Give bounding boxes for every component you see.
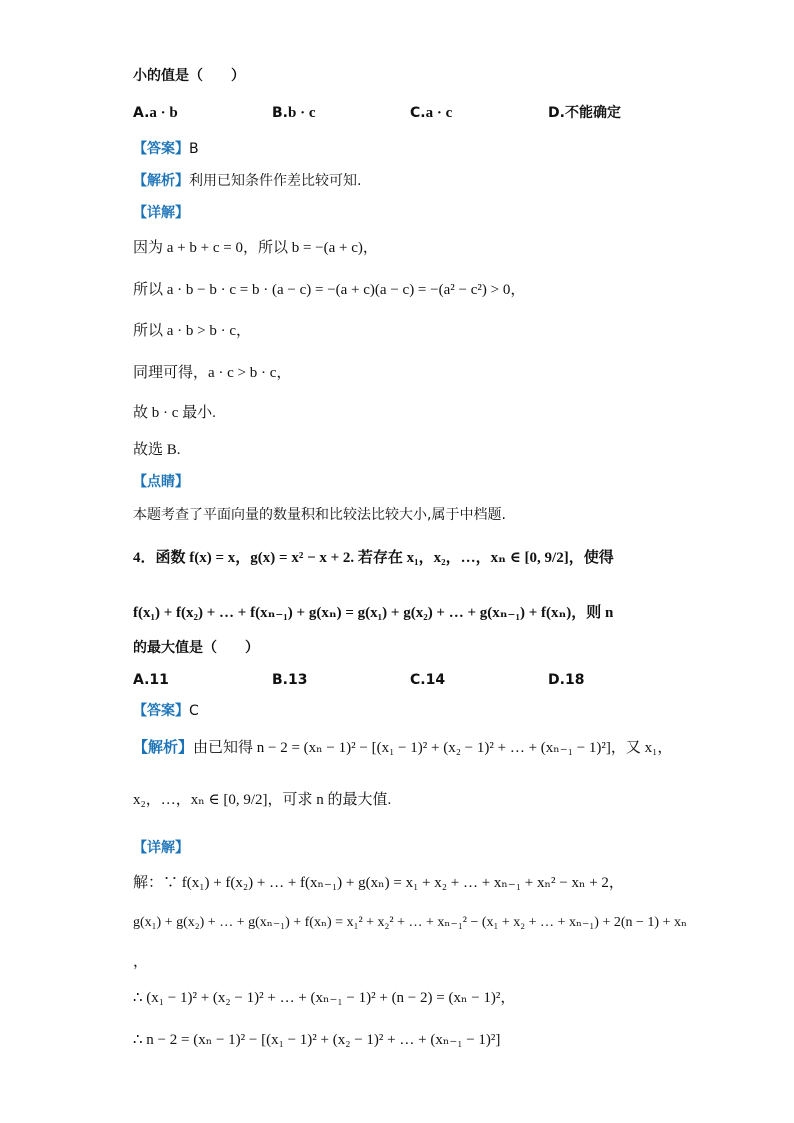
q4-detail-line-5: ∴ n − 2 = (xₙ − 1)² − [(x₁ − 1)² + (x₂ − 1)² + … + (xₙ₋₁ − 1)²] <box>133 1032 501 1048</box>
q4-option-b: B.13 <box>272 672 308 688</box>
q4-detail-line-4: ∴ (x₁ − 1)² + (x₂ − 1)² + … + (xₙ₋₁ − 1)² + (n − 2) = (xₙ − 1)²， <box>133 990 516 1006</box>
q3-analysis: 【解析】利用已知条件作差比较可知. <box>133 173 362 189</box>
q3-detail-line-4: 同理可得，a · c > b · c， <box>133 365 292 381</box>
q4-stem-line-1: 4．函数 f(x) = x，g(x) = x² − x + 2. 若存在 x₁，x₂，…，xₙ ∈ [0, 9/2]，使得 <box>133 550 614 566</box>
q3-comment: 本题考查了平面向量的数量积和比较法比较大小,属于中档题. <box>133 507 506 523</box>
q3-option-b: B.b · c <box>272 105 316 121</box>
q3-comment-heading: 【点睛】 <box>133 474 189 490</box>
q4-option-c: C.14 <box>410 672 446 688</box>
q4-stem-line-2: f(x₁) + f(x₂) + … + f(xₙ₋₁) + g(xₙ) = g(x₁) + g(x₂) + … + g(xₙ₋₁) + f(xₙ)，则 n <box>133 605 614 621</box>
q4-option-d: D.18 <box>548 672 585 688</box>
q4-option-a: A.11 <box>133 672 169 688</box>
q3-stem-tail: 小的值是（ ） <box>133 68 245 84</box>
q4-analysis-line-2: x₂，…，xₙ ∈ [0, 9/2]，可求 n 的最大值. <box>133 792 392 808</box>
q3-detail-line-3: 所以 a · b > b · c， <box>133 323 252 339</box>
q4-detail-line-3: ， <box>133 954 149 970</box>
q3-option-a: A.a · b <box>133 105 178 121</box>
q3-option-d: D.不能确定 <box>548 105 621 121</box>
q3-detail-heading: 【详解】 <box>133 205 189 221</box>
q4-detail-line-1: 解：∵ f(x₁) + f(x₂) + … + f(xₙ₋₁) + g(xₙ) = x₁ + x₂ + … + xₙ₋₁ + xₙ² − xₙ + 2， <box>133 875 624 891</box>
q3-option-c: C.a · c <box>410 105 453 121</box>
q3-detail-line-5: 故 b · c 最小. <box>133 405 216 421</box>
q3-detail-line-6: 故选 B. <box>133 442 181 458</box>
q4-analysis-line-1: 【解析】由已知得 n − 2 = (xₙ − 1)² − [(x₁ − 1)² + (x₂ − 1)² + … + (xₙ₋₁ − 1)²]，又 x₁， <box>133 740 673 756</box>
q3-detail-line-1: 因为 a + b + c = 0，所以 b = −(a + c)， <box>133 240 378 256</box>
q4-detail-heading: 【详解】 <box>133 840 189 856</box>
q4-detail-line-2: g(x₁) + g(x₂) + … + g(xₙ₋₁) + f(xₙ) = x₁² + x₂² + … + xₙ₋₁² − (x₁ + x₂ + … + xₙ₋₁) + 2(n − 1) + xₙ <box>133 915 688 930</box>
q3-detail-line-2: 所以 a · b − b · c = b · (a − c) = −(a + c)(a − c) = −(a² − c²) > 0， <box>133 282 526 298</box>
q4-answer: 【答案】C <box>133 703 199 719</box>
q4-stem-line-3: 的最大值是（ ） <box>133 640 259 656</box>
q3-answer: 【答案】B <box>133 141 199 157</box>
